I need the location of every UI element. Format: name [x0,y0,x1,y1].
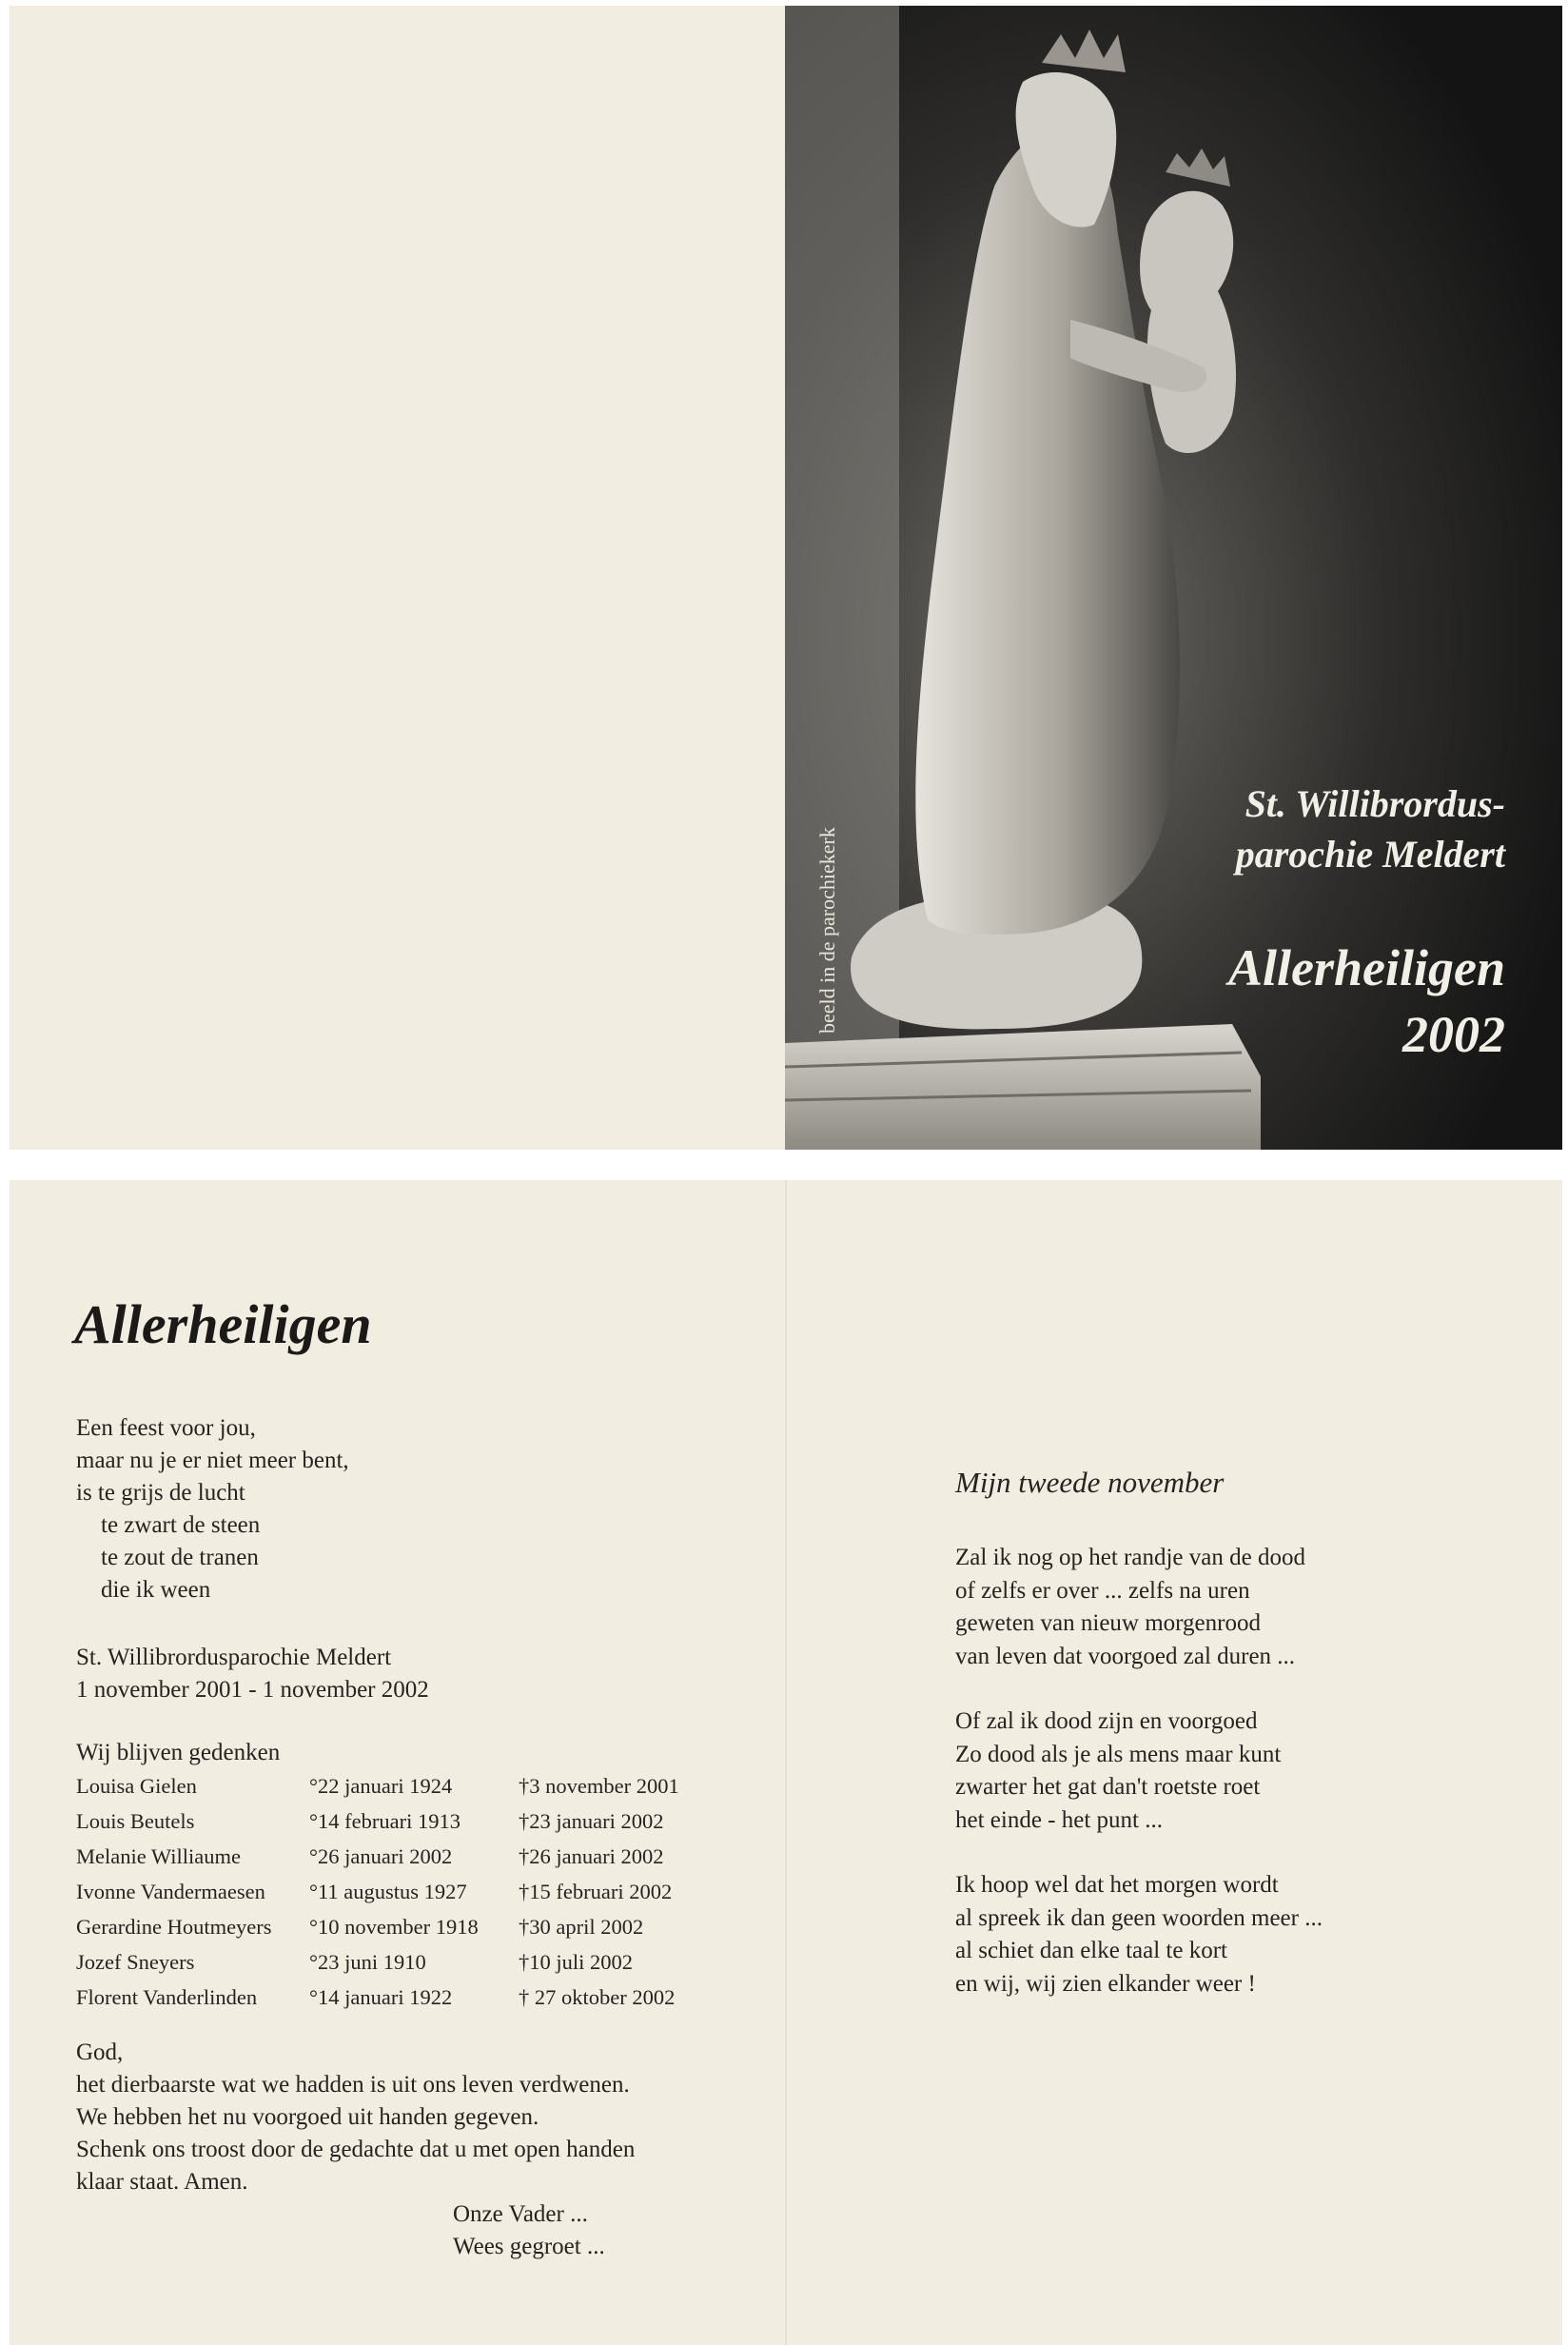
deceased-died: †23 januari 2002 [519,1809,664,1833]
closing-line: Wees gegroet ... [453,2234,605,2259]
poem-stanza [955,1869,1323,2000]
deceased-name: Melanie Williaume [76,1844,242,1868]
poem-line: Zo dood als je als mens maar kunt [955,1741,1282,1767]
deceased-born: °10 november 1918 [309,1915,479,1939]
deceased-name: Jozef Sneyers [76,1950,195,1974]
deceased-name: Ivonne Vandermaesen [76,1880,265,1903]
page-title: Allerheiligen [74,1293,372,1355]
deceased-born: °22 januari 1924 [309,1774,453,1798]
poem-line: en wij, wij zien elkander weer ! [955,1970,1256,1997]
poem-line: zwarter het gat dan't roetste roet [955,1774,1261,1800]
poem-line: Ik hoop wel dat het morgen wordt [955,1872,1279,1898]
deceased-died: †3 november 2001 [519,1774,679,1798]
deceased-born: °26 januari 2002 [309,1844,453,1868]
deceased-name: Louis Beutels [76,1809,195,1833]
prayer-line: God, [76,2040,124,2065]
poem-line: het einde - het punt ... [955,1806,1163,1833]
parish-name-line-2: parochie Meldert [1235,833,1505,876]
poem-line: al spreek ik dan geen woorden meer ... [955,1904,1323,1931]
opening-poem [76,1412,349,1606]
poem-line: Of zal ik dood zijn en voorgoed [955,1708,1258,1734]
photo-caption: beeld in de parochiekerk [815,827,839,1034]
deceased-name: Gerardine Houtmeyers [76,1915,272,1939]
deceased-died: †26 januari 2002 [519,1844,664,1868]
poem-stanza [955,1705,1281,1837]
card-outside [10,6,1562,1150]
closing-prayers [453,2198,605,2263]
poem-line: van leven dat voorgoed zal duren ... [955,1643,1296,1669]
deceased-name: Florent Vanderlinden [76,1985,258,2009]
poem-line: die ik ween [101,1577,211,1603]
parish-name: St. Willibrordusparochie Meldert [76,1645,392,1670]
deceased-born: °14 februari 1913 [309,1809,461,1833]
poem-line: Zal ik nog op het randje van de dood [955,1545,1305,1570]
closing-line: Onze Vader ... [453,2201,588,2227]
poem-line: geweten van nieuw morgenrood [955,1610,1261,1636]
deceased-born: °14 januari 1922 [309,1985,453,2009]
remember-heading: Wij blijven gedenken [76,1740,281,1765]
parish-period [76,1642,429,1706]
deceased-name: Louisa Gielen [76,1774,197,1798]
cover-year: 2002 [1402,1006,1505,1063]
deceased-died: † 27 oktober 2002 [519,1985,676,2009]
poem-line: Een feest voor jou, [76,1415,256,1441]
deceased-born: °11 augustus 1927 [309,1880,467,1903]
poem-line: is te grijs de lucht [76,1480,245,1506]
prayer-line: het dierbaarste wat we hadden is uit ons leven verdwenen. [76,2072,630,2098]
period: 1 november 2001 - 1 november 2002 [76,1677,429,1703]
fold-line [785,1180,787,2345]
poem-title: Mijn tweede november [955,1466,1225,1499]
deceased-born: °23 juni 1910 [309,1950,426,1974]
poem-line: al schiet dan elke taal te kort [955,1938,1227,1963]
poem-line: of zelfs er over ... zelfs na uren [955,1577,1250,1604]
poem-line: maar nu je er niet meer bent, [76,1448,349,1473]
cover-title: Allerheiligen [1227,939,1505,996]
parish-name-line-1: St. Willibrordus- [1245,782,1505,825]
prayer-line: We hebben het nu voorgoed uit handen gegeven. [76,2104,539,2130]
deceased-died: †30 april 2002 [519,1915,644,1939]
poem-line: te zout de tranen [101,1545,259,1570]
prayer-line: klaar staat. Amen. [76,2169,248,2195]
poem-line: te zwart de steen [101,1512,261,1538]
deceased-died: †10 juli 2002 [519,1950,634,1974]
poem-stanza [955,1542,1305,1673]
card-inside [10,1180,1562,2345]
prayer [76,2037,635,2198]
prayer-line: Schenk ons troost door de gedachte dat u met open handen [76,2137,636,2162]
deceased-died: †15 februari 2002 [519,1880,673,1903]
